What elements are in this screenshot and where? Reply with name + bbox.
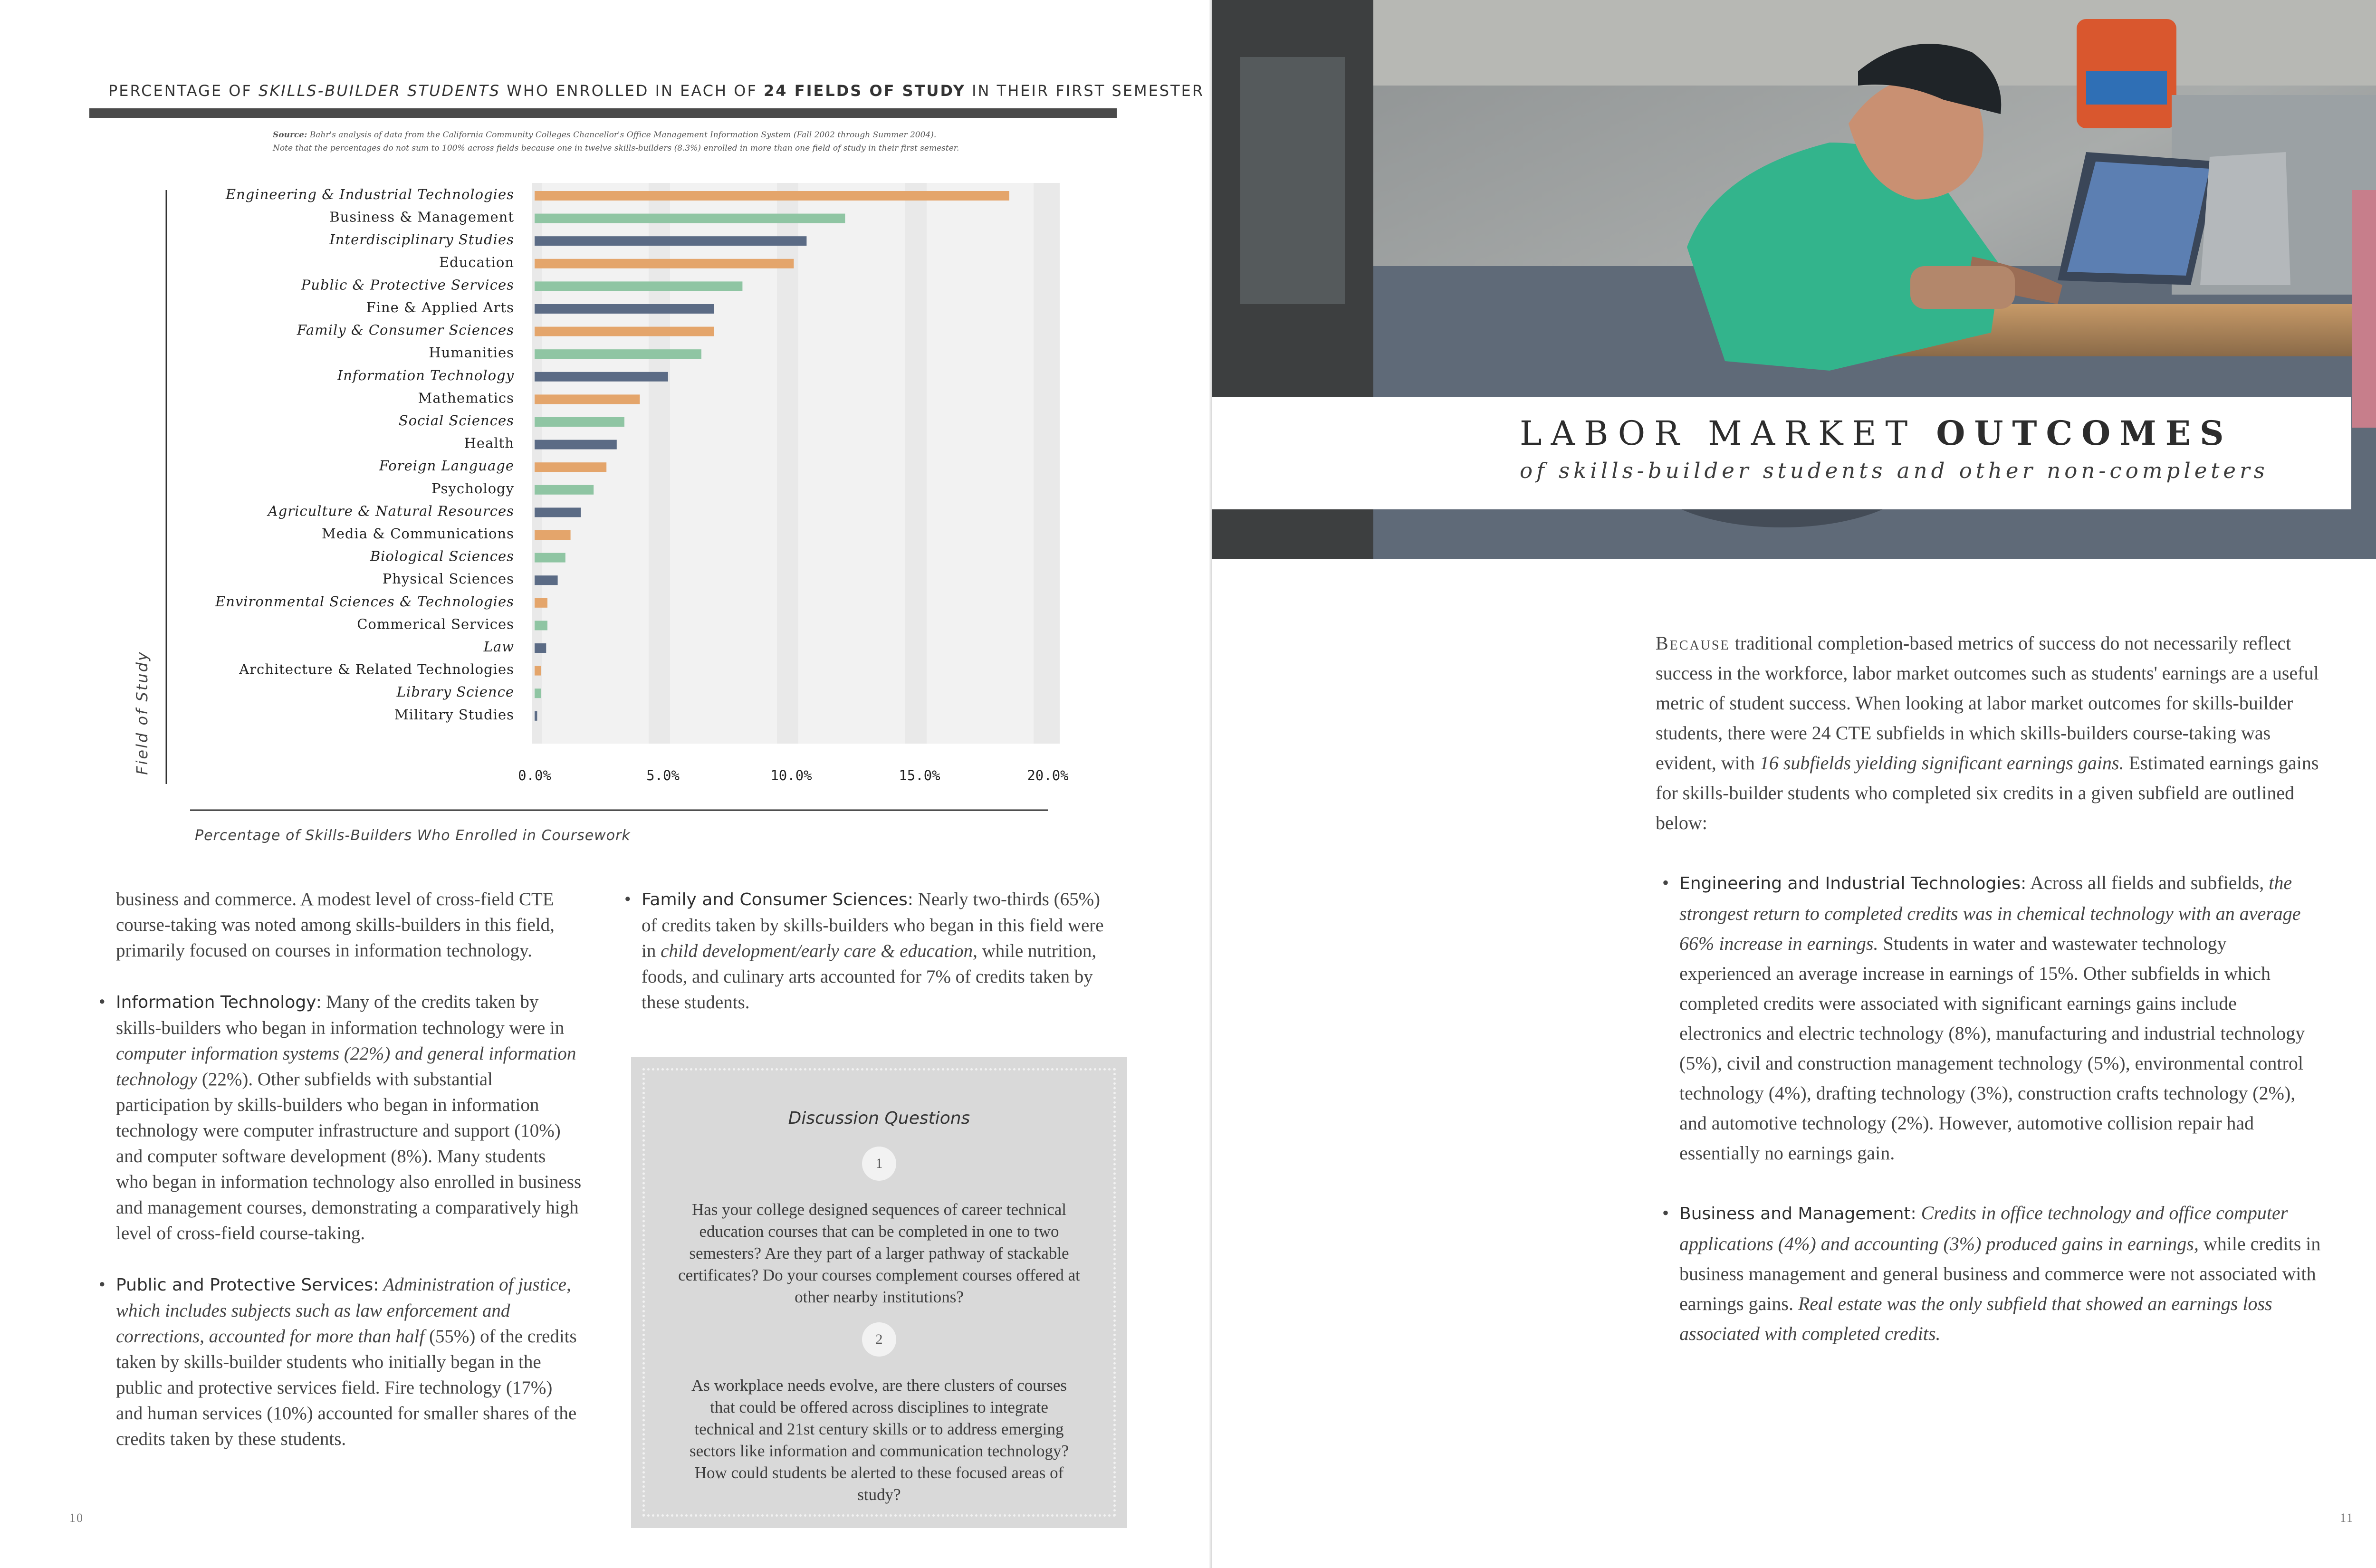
discussion-questions-box [631,1057,1127,1528]
category-label: Foreign Language [379,458,514,474]
bar [535,440,617,449]
bar [535,417,624,427]
bar [535,349,701,359]
y-axis-title: Field of Study [133,650,151,775]
bullet-business-management: • Business and Management: Credits in office technology and office computer applications (4%) and accounting (3%) produced gains in earnings, while credits in business management and general business and commerce were not associated with earnings gains. Real estate was the only subfield that showed an earnings loss associated with completed credits. [1662,1202,2321,1344]
category-label: Military Studies [394,706,514,723]
question-1: Has your college designed sequences of career technical education courses that can be completed in one to two semesters? Are they part of a larger pathway of stackable certificates? Do your courses complement courses offered at other nearby institutions? [678,1200,1080,1306]
bar [535,304,714,314]
bar [535,507,581,517]
category-label: Fine & Applied Arts [366,299,514,316]
category-label: Biological Sciences [370,548,514,564]
x-tick-label: 5.0% [646,767,680,784]
bar [535,643,546,653]
category-label: Health [464,435,514,451]
section-title: LABOR MARKET OUTCOMES [1520,413,2233,453]
intro-paragraph: Because traditional completion-based metrics of success do not necessarily reflect success in the workforce, labor market outcomes such as students' earnings are a useful metric of student success. When looking at labor market outcomes for skills-builder students, there were 24 CTE subfields in which skills-builders course-taking was evident, with 16 subfields yielding significant earnings gains. Estimated earnings gains for skills-builder students who completed six credits in a given subfield are outlined below: [1656,632,2319,833]
category-label: Law [483,639,514,655]
category-label: Agriculture & Natural Resources [268,503,514,519]
category-label: Humanities [429,344,514,361]
body-column-1 [99,887,582,1478]
category-label: Media & Communications [322,526,514,542]
bar [535,191,1009,201]
discussion-border [642,1068,1116,1517]
category-label: Commerical Services [357,616,514,632]
x-tick-label: 20.0% [1027,767,1069,784]
x-tick-label: 10.0% [770,767,812,784]
x-tick-label: 0.0% [518,767,551,784]
bar-chart [95,181,1121,855]
bar [535,281,742,291]
bar [535,394,640,404]
bullet-engineering-industrial: • Engineering and Industrial Technologies: Across all fields and subfields, the strongest return to completed credits was in chemical technology with an average 66% increase in earnings. Students in water and wastewater technology experienced an average increase in earnings of 15%. Other subfields in which completed credits were associated with significant earnings gains include electronics and electric technology (8%), manufacturing and industrial technology (5%), civil and construction management technology (5%), environmental control technology (4%), drafting technology (3%), construction crafts technology (2%), and automotive technology (2%). However, automotive collision repair had essentially no earnings gain. [1662,872,2305,1164]
question-2: As workplace needs evolve, are there clusters of courses that could be offered across disciplines to integrate technical and 21st century skills or to address emerging sectors like information and communication technology? How could students be alerted to these focused areas of study? [690,1376,1069,1504]
category-label: Information Technology [337,367,514,383]
category-label: Family & Consumer Sciences [297,322,514,338]
bar [535,259,794,268]
bullet-family-consumer-sciences: • Family and Consumer Sciences: Nearly two-thirds (65%) of credits taken by skills-builders who began in this field were in child development/early care & education, while nutrition, foods, and culinary arts accounted for 7% of credits taken by these students. [624,889,1104,1013]
category-label: Interdisciplinary Studies [329,231,514,248]
question-number-1: 1 [862,1147,896,1181]
bar [535,621,547,630]
x-axis-title: Percentage of Skills-Builders Who Enrolled in Coursework [195,827,631,844]
category-label: Library Science [396,684,514,700]
bar [535,575,558,585]
body-column-2 [624,887,1117,1041]
category-label: Business & Management [329,209,514,225]
bar [535,485,594,495]
category-label: Engineering & Industrial Technologies [225,186,514,202]
bar [535,372,668,382]
category-label: Mathematics [418,390,514,406]
plot-band [798,183,905,744]
bullet-public-protective-services: • Public and Protective Services: Administration of justice, which includes subjects such as law enforcement and corrections, accounted for more than half (55%) of the credits taken by skills-builder students who initially began in the public and protective services field. Fire technology (17%) and human services (10%) accounted for smaller shares of the credits taken by these students. [99,1274,577,1449]
bar [535,462,606,472]
section-subtitle: of skills-builder students and other non-completers [1520,458,2269,483]
category-label: Psychology [431,480,514,497]
title-rule [89,108,1117,118]
bar [535,688,541,698]
category-label: Public & Protective Services [301,277,514,293]
category-label: Education [439,254,514,270]
right-body-text [1656,628,2321,1374]
plot-band [927,183,1034,744]
category-label: Architecture & Related Technologies [239,661,514,678]
bar [535,214,845,223]
page-number-left: 10 [69,1511,84,1525]
bar [535,598,547,608]
bullet-information-technology: • Information Technology: Many of the credits taken by skills-builders who began in information technology were in computer information systems (22%) and general information technology (22%). Other subfields with substantial participation by skills-builders who began in information technology were computer infrastructure and support (10%) and computer software development (8%). Many students who began in information technology also enrolled in business and management courses, demonstrating a comparatively high level of cross-field course-taking. [99,992,582,1243]
category-label: Social Sciences [398,412,514,429]
source-note: Source: Bahr's analysis of data from the California Community Colleges Chancellor's Office Management Information System (Fall 2002 through Summer 2004). Note that the percentages do not sum to 100% across fields because one in twelve skills-builders (8.3%) enrolled in more than one field of study in their first semester. [273,130,959,153]
chart-title: PERCENTAGE OF SKILLS-BUILDER STUDENTS WHO ENROLLED IN EACH OF 24 FIELDS OF STUDY IN THEIR FIRST SEMESTER [108,82,1205,100]
bar [535,236,806,246]
x-tick-label: 15.0% [899,767,940,784]
bar [535,553,565,563]
category-label: Physical Sciences [382,571,514,587]
bar [535,711,537,721]
bar [535,530,571,540]
page-number-right: 11 [2340,1511,2354,1525]
bar [535,327,714,336]
category-label: Environmental Sciences & Technologies [215,593,514,610]
paragraph-business-commerce: business and commerce. A modest level of cross-field CTE course-taking was noted among skills-builders in this field, primarily focused on courses in information technology. [116,889,555,961]
bar [535,666,541,676]
question-number-2: 2 [862,1322,896,1357]
discussion-title: Discussion Questions [788,1109,970,1128]
